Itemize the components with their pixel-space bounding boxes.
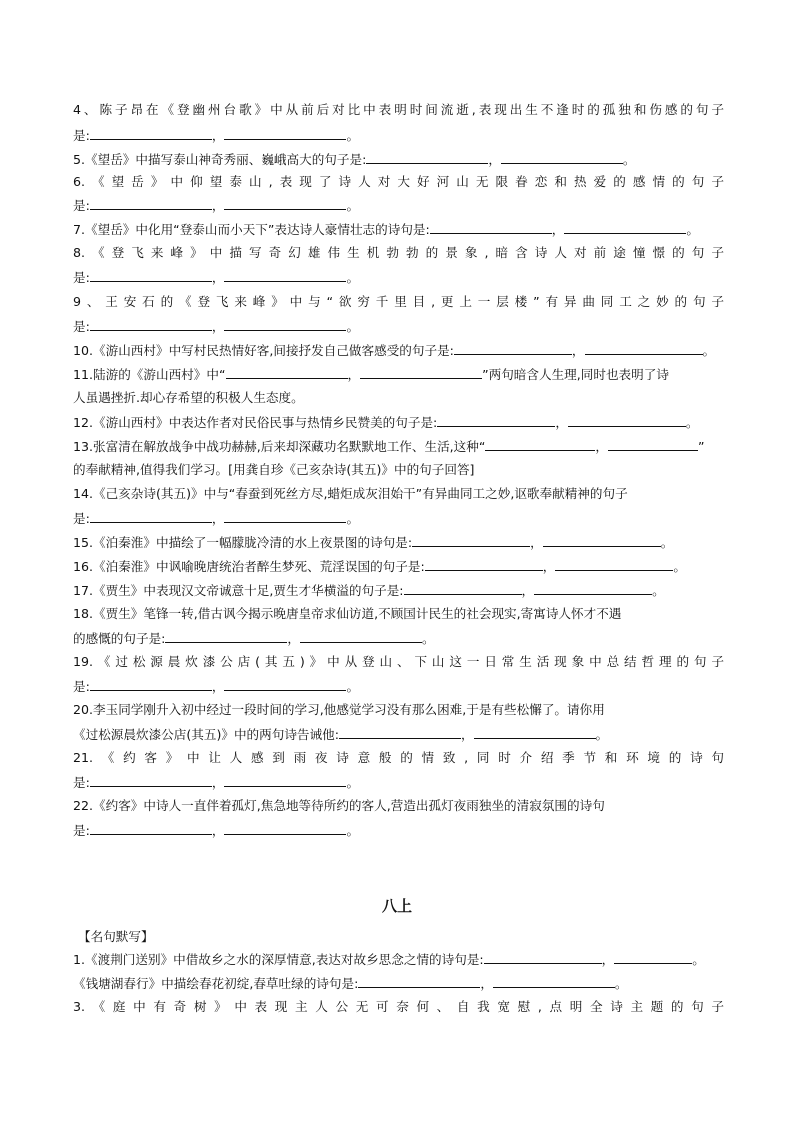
answer-blank[interactable] [226, 365, 348, 379]
answer-blank[interactable] [404, 581, 522, 595]
answer-blank[interactable] [300, 629, 422, 643]
question-4-line-2: 是: ， 。 [73, 128, 360, 143]
answer-blank[interactable] [224, 677, 346, 691]
question-19-line-1: 19.《过松源晨炊漆公店(其五)》中从登山、下山这一日常生活现象中总结哲理的句子 [73, 654, 724, 669]
question-6-line-1: 6.《望岳》中仰望泰山,表现了诗人对大好河山无限眷恋和热爱的感情的句子 [73, 174, 724, 189]
question-b-1: 1.《渡荆门送别》中借故乡之水的深厚情意,表达对故乡思念之情的诗句是: ， 。 [73, 952, 705, 967]
question-18-line-1: 18.《贾生》笔锋一转,借古讽今揭示晚唐皇帝求仙访道,不顾国计民生的社会现实,寄寓诗人怀才不遇 [73, 606, 622, 621]
answer-blank[interactable] [585, 341, 703, 355]
question-13-line-1: 13.张富清在解放战争中战功赫赫,后来却深藏功名默默地工作、生活,这种“ ， ” [73, 439, 705, 454]
question-20-line-2: 《过松源晨炊漆公店(其五)》中的两句诗告诫他: ， 。 [73, 727, 609, 742]
answer-blank[interactable] [90, 677, 212, 691]
question-21-line-1: 21.《约客》中让人感到雨夜诗意般的情致,同时介绍季节和环境的诗句 [73, 750, 724, 765]
answer-blank[interactable] [360, 365, 482, 379]
question-22-line-1: 22.《约客》中诗人一直伴着孤灯,焦急地等待所约的客人,营造出孤灯夜雨独坐的清寂氛围的诗句 [73, 798, 605, 813]
question-b-2: 《钱塘湖春行》中描绘春花初绽,春草吐绿的诗句是: ， 。 [73, 976, 628, 991]
answer-blank[interactable] [608, 437, 698, 451]
answer-blank[interactable] [366, 150, 488, 164]
answer-blank[interactable] [501, 150, 623, 164]
answer-blank[interactable] [90, 317, 212, 331]
question-21-line-2: 是: ， 。 [73, 775, 360, 790]
answer-blank[interactable] [474, 725, 596, 739]
answer-blank[interactable] [437, 413, 555, 427]
question-13-line-2: 的奉献精神,值得我们学习。[用龚自珍《己亥杂诗(其五)》中的句子回答] [73, 462, 475, 477]
answer-blank[interactable] [90, 268, 212, 282]
question-22-line-2: 是: ， 。 [73, 823, 360, 838]
answer-blank[interactable] [339, 725, 461, 739]
answer-blank[interactable] [224, 509, 346, 523]
answer-blank[interactable] [358, 974, 480, 988]
answer-blank[interactable] [534, 581, 652, 595]
question-9-line-2: 是: ， 。 [73, 319, 360, 334]
answer-blank[interactable] [224, 821, 346, 835]
answer-blank[interactable] [224, 268, 346, 282]
answer-blank[interactable] [224, 196, 346, 210]
question-6-line-2: 是: ， 。 [73, 198, 360, 213]
answer-blank[interactable] [90, 773, 212, 787]
answer-blank[interactable] [568, 413, 686, 427]
answer-blank[interactable] [555, 557, 673, 571]
answer-blank[interactable] [425, 557, 543, 571]
question-12: 12.《游山西村》中表达作者对民俗民事与热情乡民赞美的句子是: ， 。 [73, 415, 699, 430]
question-b-3: 3.《庭中有奇树》中表现主人公无可奈何、自我宽慰,点明全诗主题的句子 [73, 999, 724, 1014]
answer-blank[interactable] [90, 821, 212, 835]
question-11-line-2: 人虽遇挫折.却心存希望的积极人生态度。 [73, 390, 304, 405]
question-20-line-1: 20.李玉同学刚升入初中经过一段时间的学习,他感觉学习没有那么困难,于是有些松懈了。请你用 [73, 702, 605, 717]
question-15: 15.《泊秦淮》中描绘了一幅朦胧冷清的水上夜景图的诗句是: ， 。 [73, 535, 674, 550]
question-16: 16.《泊秦淮》中讽喻晚唐统治者醉生梦死、荒淫误国的句子是: ， 。 [73, 559, 686, 574]
question-8-line-2: 是: ， 。 [73, 270, 360, 285]
answer-blank[interactable] [90, 509, 212, 523]
section-header: 【名句默写】 [78, 929, 154, 944]
answer-blank[interactable] [485, 437, 595, 451]
question-10: 10.《游山西村》中写村民热情好客,间接抒发自己做客感受的句子是: ， 。 [73, 343, 716, 358]
answer-blank[interactable] [543, 533, 661, 547]
question-8-line-1: 8.《登飞来峰》中描写奇幻雄伟生机勃勃的景象,暗含诗人对前途憧憬的句子 [73, 245, 724, 260]
answer-blank[interactable] [224, 126, 346, 140]
question-4-line-1: 4、陈子昂在《登幽州台歌》中从前后对比中表明时间流逝,表现出生不逢时的孤独和伤感的句子 [73, 102, 724, 117]
answer-blank[interactable] [484, 950, 602, 964]
question-14-line-1: 14.《己亥杂诗(其五)》中与“春蚕到死丝方尽,蜡炬成灰泪始干”有异曲同工之妙,讴歌奉献精神的句子 [73, 486, 628, 501]
answer-blank[interactable] [614, 950, 692, 964]
question-17: 17.《贾生》中表现汉文帝诚意十足,贾生才华横溢的句子是: ， 。 [73, 583, 665, 598]
answer-blank[interactable] [224, 773, 346, 787]
question-9-line-1: 9、王安石的《登飞来峰》中与“欲穷千里目,更上一层楼”有异曲同工之妙的句子 [73, 294, 724, 309]
answer-blank[interactable] [430, 220, 552, 234]
question-7: 7.《望岳》中化用“登泰山而小天下”表达诗人豪情壮志的诗句是: ， 。 [73, 222, 699, 237]
question-18-line-2: 的感慨的句子是: ， 。 [73, 631, 435, 646]
question-11-line-1: 11.陆游的《游山西村》中“ ， ”两句暗含人生理,同时也表明了诗 [73, 367, 669, 382]
answer-blank[interactable] [90, 126, 212, 140]
answer-blank[interactable] [493, 974, 615, 988]
question-5: 5.《望岳》中描写泰山神奇秀丽、巍峨高大的句子是: ， 。 [73, 152, 636, 167]
answer-blank[interactable] [412, 533, 530, 547]
section-title: 八上 [381, 897, 412, 915]
answer-blank[interactable] [564, 220, 686, 234]
answer-blank[interactable] [165, 629, 287, 643]
question-14-line-2: 是: ， 。 [73, 511, 360, 526]
answer-blank[interactable] [90, 196, 212, 210]
question-19-line-2: 是: ， 。 [73, 679, 360, 694]
answer-blank[interactable] [224, 317, 346, 331]
answer-blank[interactable] [454, 341, 572, 355]
